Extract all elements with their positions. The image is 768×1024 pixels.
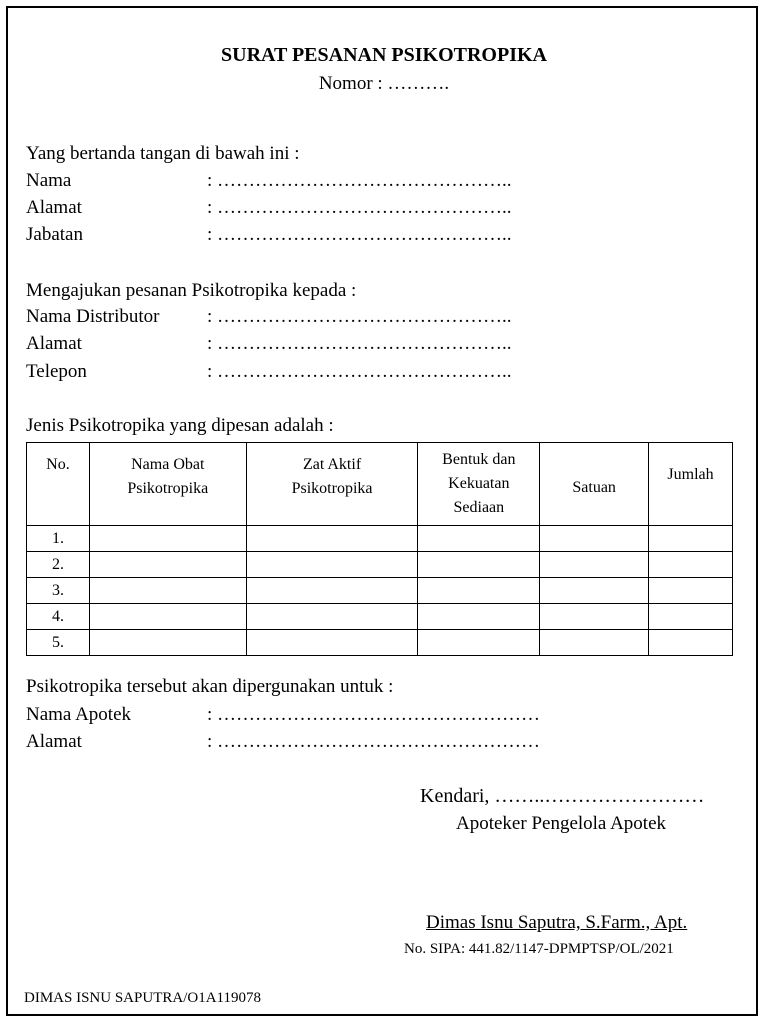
- cell-bentuk-kekuatan[interactable]: [418, 552, 540, 578]
- field-label-telepon: Telepon: [26, 361, 87, 382]
- signer-name: Dimas Isnu Saputra, S.Farm., Apt.: [426, 912, 688, 933]
- order-table: [26, 442, 733, 656]
- cell-nama-obat[interactable]: [89, 578, 246, 604]
- cell-zat-aktif[interactable]: [246, 552, 418, 578]
- cell-bentuk-kekuatan[interactable]: [418, 604, 540, 630]
- cell-nama-obat[interactable]: [89, 526, 246, 552]
- row-number: 5.: [27, 630, 90, 656]
- cell-jumlah[interactable]: [649, 604, 733, 630]
- column-header-jumlah: Jumlah: [649, 443, 733, 526]
- document-number: Nomor : ……….: [318, 73, 450, 94]
- cell-nama-obat[interactable]: [89, 630, 246, 656]
- place-date: Kendari, ……..……………………: [420, 785, 705, 807]
- cell-zat-aktif[interactable]: [246, 630, 418, 656]
- field-value-nama-distributor: : ………………………………………..: [207, 306, 512, 327]
- field-value-nama-apotek: : ……………………………………………: [207, 704, 541, 725]
- field-label-alamat-apotek: Alamat: [26, 731, 82, 752]
- cell-jumlah[interactable]: [649, 630, 733, 656]
- pemesan-intro: Yang bertanda tangan di bawah ini :: [26, 143, 300, 164]
- footer-author: DIMAS ISNU SAPUTRA/O1A119078: [24, 990, 261, 1006]
- field-label-nama: Nama: [26, 170, 72, 191]
- row-number: 4.: [27, 604, 90, 630]
- column-header-satuan: Satuan: [540, 443, 649, 526]
- field-label-nama-distributor: Nama Distributor: [26, 306, 160, 327]
- table-header-row: [27, 443, 733, 526]
- field-value-alamat-apotek: : ……………………………………………: [207, 731, 541, 752]
- row-number: 3.: [27, 578, 90, 604]
- table-row: [27, 526, 733, 552]
- document-title: SURAT PESANAN PSIKOTROPIKA: [221, 44, 547, 66]
- field-label-alamat: Alamat: [26, 197, 82, 218]
- cell-jumlah[interactable]: [649, 552, 733, 578]
- column-header-bentuk-kekuatan: Bentuk dan Kekuatan Sediaan: [418, 443, 540, 526]
- signer-sipa-number: No. SIPA: 441.82/1147-DPMPTSP/OL/2021: [404, 941, 674, 957]
- cell-satuan[interactable]: [540, 526, 649, 552]
- table-row: [27, 604, 733, 630]
- field-value-jabatan: : ………………………………………..: [207, 224, 512, 245]
- cell-satuan[interactable]: [540, 578, 649, 604]
- order-intro: Jenis Psikotropika yang dipesan adalah :: [26, 415, 334, 436]
- field-value-alamat-distributor: : ………………………………………..: [207, 333, 512, 354]
- field-label-jabatan: Jabatan: [26, 224, 83, 245]
- cell-satuan[interactable]: [540, 552, 649, 578]
- column-header-no: No.: [27, 443, 90, 526]
- cell-zat-aktif[interactable]: [246, 526, 418, 552]
- cell-bentuk-kekuatan[interactable]: [418, 578, 540, 604]
- row-number: 1.: [27, 526, 90, 552]
- distributor-intro: Mengajukan pesanan Psikotropika kepada :: [26, 280, 357, 301]
- field-label-alamat-distributor: Alamat: [26, 333, 82, 354]
- table-row: [27, 552, 733, 578]
- cell-jumlah[interactable]: [649, 578, 733, 604]
- cell-nama-obat[interactable]: [89, 552, 246, 578]
- row-number: 2.: [27, 552, 90, 578]
- cell-bentuk-kekuatan[interactable]: [418, 526, 540, 552]
- cell-zat-aktif[interactable]: [246, 578, 418, 604]
- cell-satuan[interactable]: [540, 630, 649, 656]
- table-row: [27, 630, 733, 656]
- field-value-alamat: : ………………………………………..: [207, 197, 512, 218]
- column-header-nama-obat: Nama Obat Psikotropika: [89, 443, 246, 526]
- cell-satuan[interactable]: [540, 604, 649, 630]
- penggunaan-intro: Psikotropika tersebut akan dipergunakan untuk :: [26, 676, 394, 697]
- column-header-zat-aktif: Zat Aktif Psikotropika: [246, 443, 418, 526]
- field-value-nama: : ………………………………………..: [207, 170, 512, 191]
- field-value-telepon: : ………………………………………..: [207, 361, 512, 382]
- cell-bentuk-kekuatan[interactable]: [418, 630, 540, 656]
- cell-zat-aktif[interactable]: [246, 604, 418, 630]
- table-row: [27, 578, 733, 604]
- signer-role: Apoteker Pengelola Apotek: [456, 813, 667, 834]
- cell-jumlah[interactable]: [649, 526, 733, 552]
- field-label-nama-apotek: Nama Apotek: [26, 704, 132, 725]
- cell-nama-obat[interactable]: [89, 604, 246, 630]
